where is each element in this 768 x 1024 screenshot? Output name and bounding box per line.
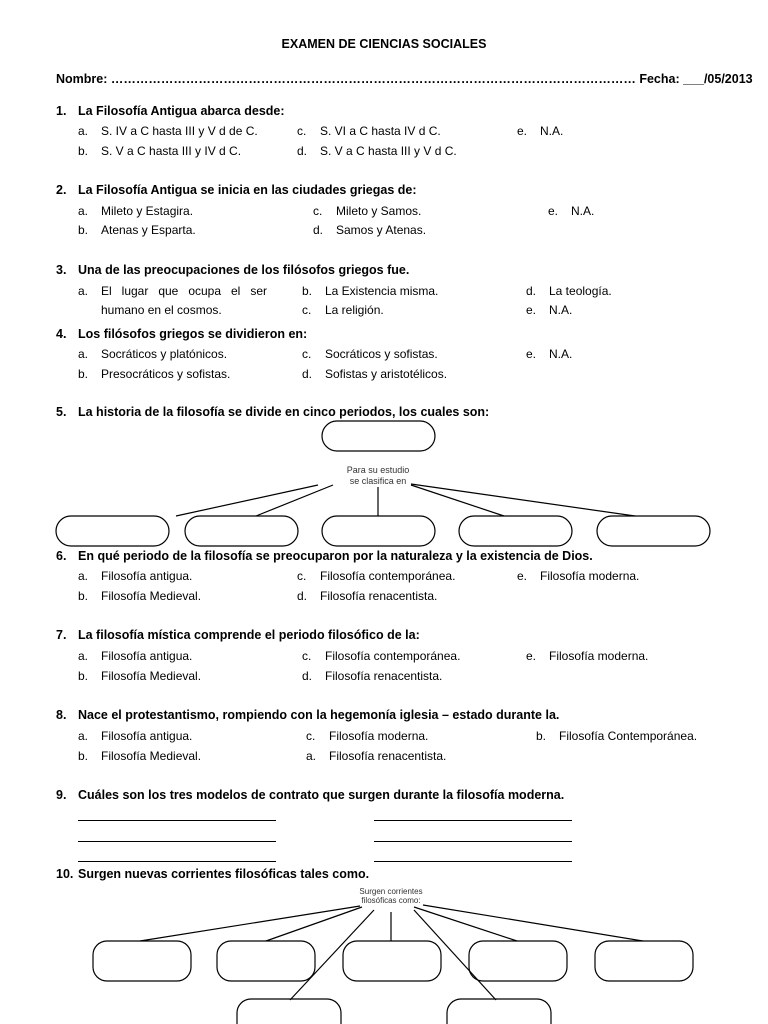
option-3c[interactable]: c. La religión. (302, 303, 384, 317)
option-4d[interactable]: d. Sofistas y aristotélicos. (302, 367, 448, 381)
option-3e[interactable]: e. N.A. (526, 303, 573, 317)
diagram-answer-box[interactable] (343, 941, 441, 981)
question-9: 9. Cuáles son los tres modelos de contrato que surgen durante la filosofía moderna. (56, 788, 565, 802)
question-10: 10. Surgen nuevas corrientes filosóficas tales como. (56, 867, 370, 881)
option-3a[interactable]: a. El lugar que ocupa el ser (78, 284, 267, 298)
diagram-answer-box[interactable] (237, 999, 341, 1024)
option-6d[interactable]: d. Filosofía renacentista. (297, 589, 438, 603)
option-3b[interactable]: b. La Existencia misma. (302, 284, 439, 298)
question-text: La Filosofía Antigua abarca desde: (78, 104, 285, 118)
question-3: 3. Una de las preocupaciones de los filósofos griegos fue. (56, 263, 410, 277)
option-6c[interactable]: c. Filosofía contemporánea. (297, 569, 456, 583)
option-7b[interactable]: b. Filosofía Medieval. (78, 669, 202, 683)
question-5: 5. La historia de la filosofía se divide en cinco periodos, los cuales son: (56, 405, 490, 419)
connector-line (414, 910, 496, 1000)
currents-diagram (93, 905, 693, 1024)
connector-line (266, 907, 362, 941)
question-2: 2. La Filosofía Antigua se inicia en las ciudades griegas de: (56, 183, 417, 197)
diagram-answer-box[interactable] (185, 516, 298, 546)
connector-line (411, 485, 504, 516)
name-date-line[interactable]: Nombre: ……………………………………………………………………………………………………………… Fecha: ___/05/2013 (56, 72, 753, 86)
connector-line (423, 905, 643, 941)
option-4a[interactable]: a. Socráticos y platónicos. (78, 347, 228, 361)
diagram-caption: se clasifica en (349, 476, 407, 486)
exam-title: EXAMEN DE CIENCIAS SOCIALES (281, 37, 487, 51)
connector-line (411, 484, 635, 516)
option-3a-cont: humano en el cosmos. (101, 303, 222, 317)
option-1b[interactable]: b. S. V a C hasta III y IV d C. (78, 144, 242, 158)
option-7c[interactable]: c. Filosofía contemporánea. (302, 649, 461, 663)
option-8a[interactable]: a. Filosofía antigua. (78, 729, 193, 743)
option-8b[interactable]: b. Filosofía Medieval. (78, 749, 202, 763)
option-7e[interactable]: e. Filosofía moderna. (526, 649, 649, 663)
connector-line (176, 485, 318, 516)
option-2d[interactable]: d. Samos y Atenas. (313, 223, 427, 237)
diagram-root-box[interactable] (322, 421, 435, 451)
option-2a[interactable]: a. Mileto y Estagira. (78, 204, 194, 218)
diagram-answer-box[interactable] (322, 516, 435, 546)
option-8b-contemporanea[interactable]: b. Filosofía Contemporánea. (536, 729, 698, 743)
diagram-caption: Surgen corrientes (359, 887, 423, 896)
option-3d[interactable]: d. La teología. (526, 284, 612, 298)
question-6: 6. En qué periodo de la filosofía se preocuparon por la naturaleza y la existencia de Dios. (56, 549, 593, 563)
diagram-answer-box[interactable] (469, 941, 567, 981)
connector-line (140, 906, 360, 941)
diagram-answer-box[interactable] (459, 516, 572, 546)
question-8: 8. Nace el protestantismo, rompiendo con la hegemonía iglesia – estado durante la. (56, 708, 560, 722)
option-2e[interactable]: e. N.A. (548, 204, 595, 218)
diagram-answer-box[interactable] (597, 516, 710, 546)
question-7: 7. La filosofía mística comprende el periodo filosófico de la: (56, 628, 420, 642)
option-7d[interactable]: d. Filosofía renacentista. (302, 669, 443, 683)
option-4e[interactable]: e. N.A. (526, 347, 573, 361)
diagram-caption: filosóficas como: (361, 896, 421, 905)
option-1a[interactable]: a. S. IV a C hasta III y V d de C. (78, 124, 258, 138)
option-6e[interactable]: e. Filosofía moderna. (517, 569, 640, 583)
diagram-answer-box[interactable] (595, 941, 693, 981)
option-1c[interactable]: c. S. VI a C hasta IV d C. (297, 124, 441, 138)
diagram-answer-box[interactable] (93, 941, 191, 981)
option-2b[interactable]: b. Atenas y Esparta. (78, 223, 196, 237)
option-6b[interactable]: b. Filosofía Medieval. (78, 589, 202, 603)
connector-line (290, 910, 374, 1000)
option-4c[interactable]: c. Socráticos y sofistas. (302, 347, 438, 361)
option-2c[interactable]: c. Mileto y Samos. (313, 204, 422, 218)
diagram-answer-box[interactable] (56, 516, 169, 546)
question-number: 1. (56, 104, 67, 118)
question-4: 4. Los filósofos griegos se dividieron en: (56, 327, 308, 341)
option-8a-renacentista[interactable]: a. Filosofía renacentista. (306, 749, 447, 763)
option-1e[interactable]: e. N.A. (517, 124, 564, 138)
option-6a[interactable]: a. Filosofía antigua. (78, 569, 193, 583)
option-7a[interactable]: a. Filosofía antigua. (78, 649, 193, 663)
diagram-caption: Para su estudio (346, 465, 410, 475)
option-1d[interactable]: d. S. V a C hasta III y V d C. (297, 144, 457, 158)
diagram-answer-box[interactable] (217, 941, 315, 981)
diagram-answer-box[interactable] (447, 999, 551, 1024)
option-4b[interactable]: b. Presocráticos y sofistas. (78, 367, 231, 381)
option-8c[interactable]: c. Filosofía moderna. (306, 729, 429, 743)
